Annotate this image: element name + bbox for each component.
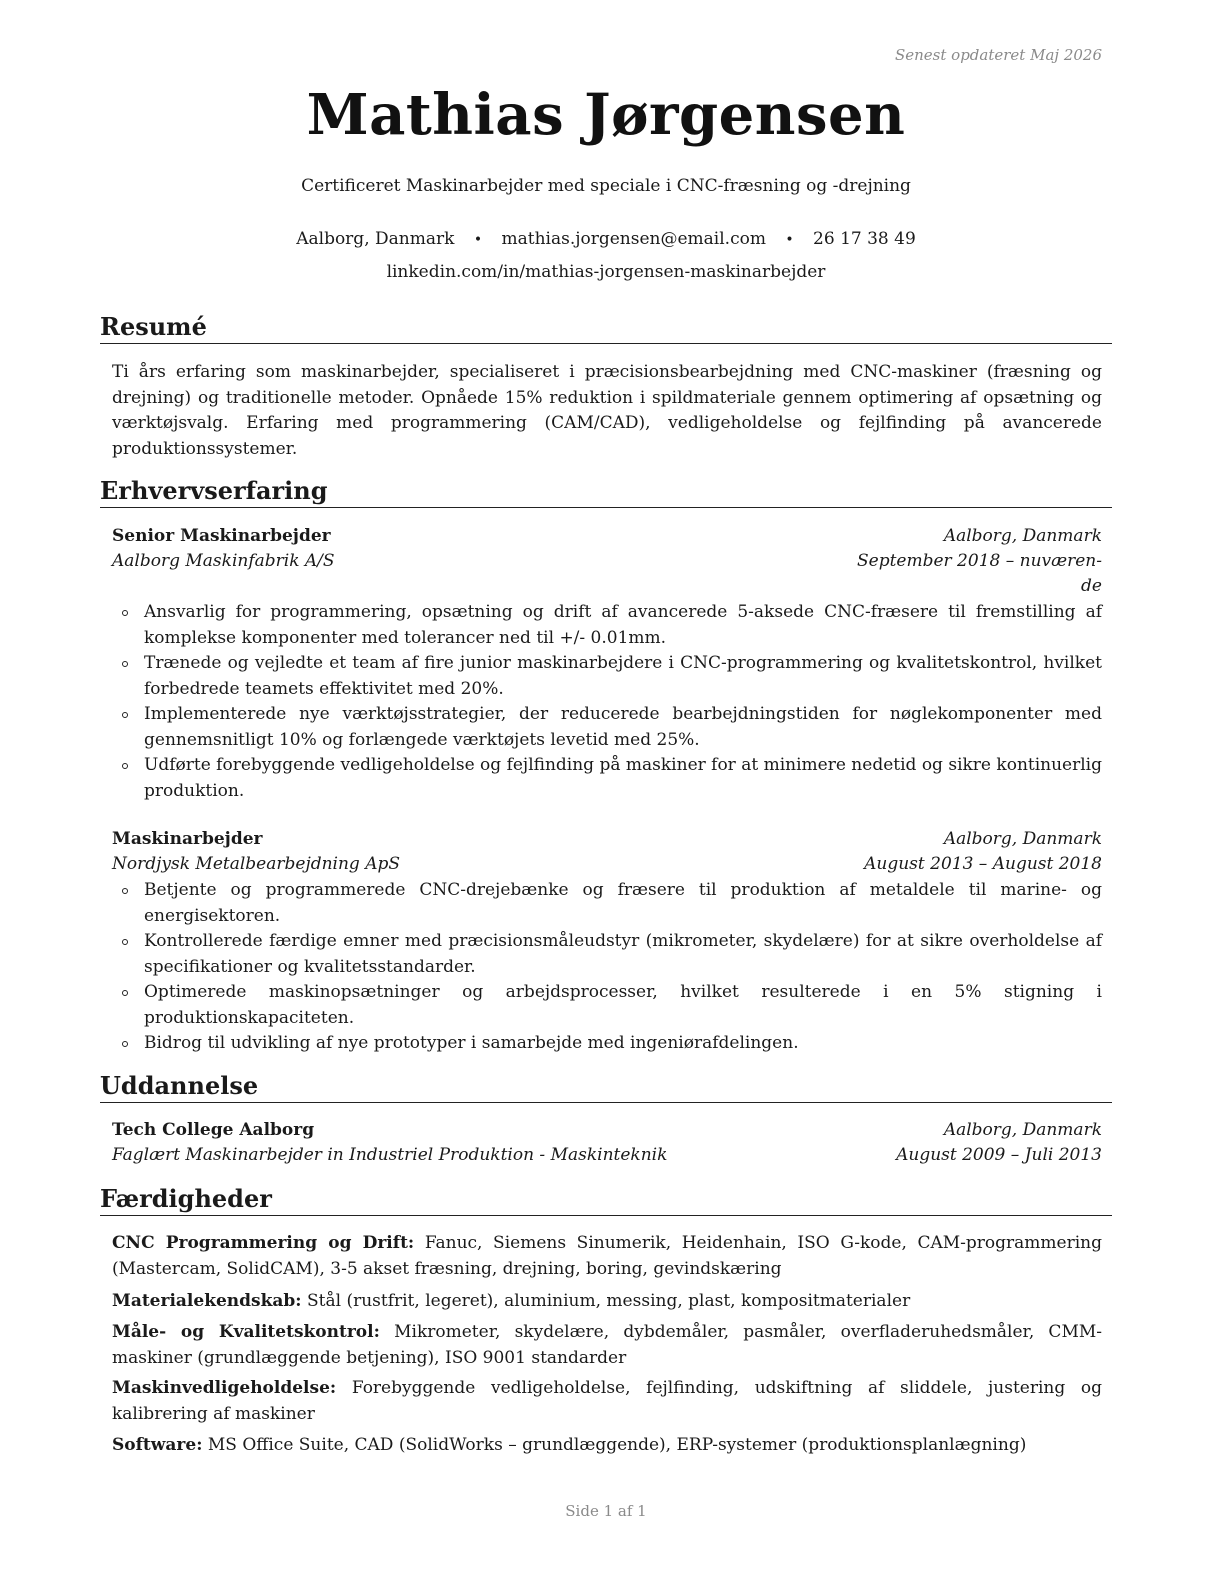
job-role: Maskinarbejder xyxy=(112,829,263,849)
separator-dot: • xyxy=(473,232,483,248)
school-name: Tech College Aalborg xyxy=(112,1120,315,1140)
bullet-circle-icon xyxy=(122,939,128,945)
list-item: Betjente og programmerede CNC-drejebænke og fræsere til produktion af metaldele til marine- og energisektoren. xyxy=(112,878,1102,929)
section-title-skills: Færdigheder xyxy=(100,1184,1112,1216)
job-dates-line1: September 2018 – nuværen- xyxy=(856,551,1102,571)
job-dates-line2: de xyxy=(1081,576,1102,596)
contact-line xyxy=(100,229,1112,249)
phone-number: 26 17 38 49 xyxy=(813,229,916,249)
bullet-circle-icon xyxy=(122,763,128,769)
skill-label: Maskinvedligeholdelse: xyxy=(112,1378,337,1398)
school-location: Aalborg, Danmark xyxy=(943,1120,1102,1140)
degree: Faglært Maskinarbejder in Industriel Produktion - Maskinteknik xyxy=(112,1145,668,1165)
skill-label: CNC Programmering og Drift: xyxy=(112,1233,415,1253)
education-header xyxy=(112,1118,1102,1143)
linkedin-link[interactable]: linkedin.com/in/mathias-jorgensen-maskinarbejder xyxy=(386,262,826,282)
skill-label: Software: xyxy=(112,1435,203,1455)
job-header xyxy=(112,524,1102,549)
list-item: Kontrollerede færdige emner med præcisionsmåleudstyr (mikrometer, skydelære) for at sikre overholdelse af specifikationer og kvalitetsstandarder. xyxy=(112,929,1102,980)
skill-label: Materialekendskab: xyxy=(112,1291,302,1311)
education-dates: August 2009 – Juli 2013 xyxy=(896,1145,1102,1165)
list-item: Implementerede nye værktøjsstrategier, der reducerede bearbejdningstiden for nøglekomponenter med gennemsnitligt 10% og forlængede værktøjets levetid med 25%. xyxy=(112,702,1102,753)
job-dates xyxy=(857,549,1102,599)
summary-text: Ti års erfaring som maskinarbejder, specialiseret i præcisionsbearbejdning med CNC-maskiner (fræsning og drejning) og traditionelle metoder. Opnåede 15% reduktion i spildmateriale gennem optimering af opsætning og værktøjsvalg. Erfaring med programmering (CAM/CAD), vedligeholdelse og fejlfinding på avancerede produktionssystemer. xyxy=(112,362,1102,459)
skill-text: Mikrometer, skydelære, dybdemåler, pasmåler, overfladeruhedsmåler, CMM-maskiner (grundlæggende betjening), ISO 9001 standarder xyxy=(112,1322,1103,1368)
candidate-title: Certificeret Maskinarbejder med speciale i CNC-fræsning og -drejning xyxy=(301,176,911,196)
email-link[interactable]: mathias.jorgensen@email.com xyxy=(501,229,766,249)
skill-text: Stål (rustfrit, legeret), aluminium, messing, plast, kompositmaterialer xyxy=(306,1291,911,1311)
skill-item xyxy=(112,1231,1102,1282)
resume-page xyxy=(100,0,1112,1584)
job-role: Senior Maskinarbejder xyxy=(112,526,331,546)
section-title-education: Uddannelse xyxy=(100,1071,1112,1103)
job-company: Nordjysk Metalbearbejdning ApS xyxy=(112,854,401,874)
skill-text: Forebyggende vedligeholdelse, fejlfinding, udskiftning af sliddele, justering og kalibrering af maskiner xyxy=(112,1378,1102,1424)
list-item: Trænede og vejledte et team af fire junior maskinarbejdere i CNC-programmering og kvalitetskontrol, hvilket forbedrede teamets effektivitet med 20%. xyxy=(112,651,1102,702)
job-location: Aalborg, Danmark xyxy=(943,526,1102,546)
education-subheader xyxy=(112,1143,1102,1168)
skill-text: MS Office Suite, CAD (SolidWorks – grundlæggende), ERP-systemer (produktionsplanlægning) xyxy=(207,1435,1027,1455)
last-updated: Senest opdateret Maj 2026 xyxy=(894,46,1102,64)
section-title-experience: Erhvervserfaring xyxy=(100,476,1112,508)
page-number: Side 1 af 1 xyxy=(565,1502,647,1520)
section-title-summary: Resumé xyxy=(100,312,1112,344)
list-item: Ansvarlig for programmering, opsætning og drift af avancerede 5-aksede CNC-fræsere til fremstilling af komplekse komponenter med tolerancer ned til +/- 0.01mm. xyxy=(112,600,1102,651)
bullet-circle-icon xyxy=(122,888,128,894)
bullet-circle-icon xyxy=(122,661,128,667)
skill-item xyxy=(112,1433,1102,1459)
list-item: Optimerede maskinopsætninger og arbejdsprocesser, hvilket resulterede i en 5% stigning i produktionskapaciteten. xyxy=(112,980,1102,1031)
bullet-circle-icon xyxy=(122,610,128,616)
skill-label: Måle- og Kvalitetskontrol: xyxy=(112,1322,380,1342)
job-dates: August 2013 – August 2018 xyxy=(864,854,1102,874)
job-subheader xyxy=(112,549,1102,599)
separator-dot: • xyxy=(785,232,794,248)
location: Aalborg, Danmark xyxy=(296,229,455,249)
bullet-circle-icon xyxy=(122,712,128,718)
job-header xyxy=(112,827,1102,852)
skill-item xyxy=(112,1376,1102,1427)
job-subheader xyxy=(112,852,1102,877)
skill-item xyxy=(112,1320,1102,1371)
job-bullets xyxy=(112,600,1102,804)
bullet-circle-icon xyxy=(122,990,128,996)
bullet-circle-icon xyxy=(122,1041,128,1047)
skill-item xyxy=(112,1289,1102,1315)
list-item: Bidrog til udvikling af nye prototyper i samarbejde med ingeniørafdelingen. xyxy=(112,1031,1102,1057)
job-company: Aalborg Maskinfabrik A/S xyxy=(112,551,335,571)
job-bullets xyxy=(112,878,1102,1057)
list-item: Udførte forebyggende vedligeholdelse og fejlfinding på maskiner for at minimere nedetid og sikre kontinuerlig produktion. xyxy=(112,753,1102,804)
skill-text: Fanuc, Siemens Sinumerik, Heidenhain, ISO G-kode, CAM-programmering (Mastercam, SolidCAM), 3-5 akset fræsning, drejning, boring, gevindskæring xyxy=(112,1233,1102,1279)
candidate-name: Mathias Jørgensen xyxy=(306,82,906,148)
job-location: Aalborg, Danmark xyxy=(943,829,1102,849)
